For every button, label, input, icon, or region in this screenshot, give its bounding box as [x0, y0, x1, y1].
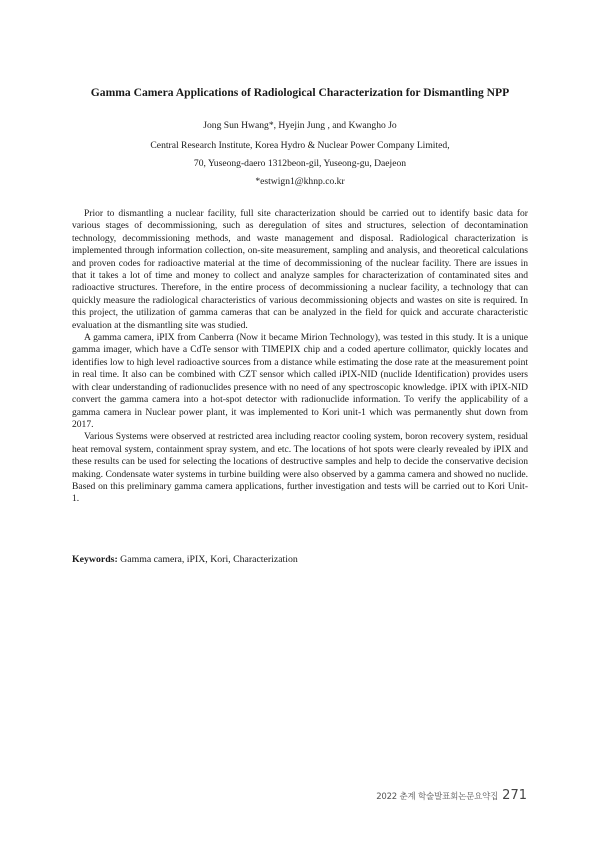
author-list: Jong Sun Hwang*, Hyejin Jung , and Kwangho Jo — [203, 120, 397, 131]
abstract-body — [72, 208, 528, 506]
affiliation-address: 70, Yuseong-daero 1312beon-gil, Yuseong-gu, Daejeon — [193, 158, 407, 169]
page-footer — [376, 788, 527, 803]
corresponding-email: *estwign1@khnp.co.kr — [255, 176, 345, 187]
proceedings-title: 2022 춘계 학술발표회논문요약집 — [376, 792, 499, 802]
keywords-label: Keywords: — [72, 554, 118, 565]
abstract-paragraph-3: Various Systems were observed at restricted area including reactor cooling system, boron recovery system, residual heat removal system, containment spray system, and etc. The locations of hot spots were clearly revealed by iPIX and these results can be used for selecting the locations of destructive samples and help to decide the conservative decision making. Condensate water systems in turbine building were also observed by a gamma camera and showed no nuclide. Based on this preliminary gamma camera applications, further investigation and tests will be carried out to Kori Unit-1. — [72, 431, 528, 505]
paper-title: Gamma Camera Applications of Radiological Characterization for Dismantling NPP — [90, 86, 510, 99]
keywords — [72, 554, 528, 565]
keywords-text: Gamma camera, iPIX, Kori, Characterization — [117, 554, 298, 565]
affiliation: Central Research Institute, Korea Hydro & Nuclear Power Company Limited, — [150, 140, 450, 151]
abstract-paragraph-2: A gamma camera, iPIX from Canberra (Now it became Mirion Technology), was tested in this study. It is a unique gamma imager, which have a CdTe sensor with TIMEPIX chip and a coded aperture collimator, quickly locates and identifies low to high level radioactive sources from a distance while estimating the dose rate at the measurement point in real time. It also can be combined with CZT sensor which called iPIX-NID (nuclide Identification) provides users with clear understanding of radionuclides presence with no need of any spectroscopic knowledge. iPIX with iPIX-NID convert the gamma camera into a hot-spot detector with radionuclide information. To verify the applicability of a gamma camera in Nuclear power plant, it was implemented to Kori unit-1 which was permanently shut down from 2017. — [72, 332, 528, 430]
page-number: 271 — [502, 788, 527, 803]
abstract-paragraph-1: Prior to dismantling a nuclear facility, full site characterization should be carried out to identify basic data for various stages of decommissioning, such as deregulation of sites and structures, selection of decontamination technology, decommissioning methods, and waste management and disposal. Radiological characterization is implemented through information collection, on-site measurement, sampling and analysis, and theoretical calculations and proven codes for radioactive material at the time of decommissioning of the nuclear facility. There are issues in that it takes a lot of time and money to collect and analyze samples for characterization of contaminated sites and radioactive structures. Therefore, in the entire process of decommissioning a nuclear facility, a technology that can quickly measure the radiological characteristics of various decommissioning objects and wastes on site is required. In this project, the utilization of gamma cameras that can be analyzed in the field for quick and accurate characteristic evaluation at the dismantling site was studied. — [72, 208, 528, 331]
